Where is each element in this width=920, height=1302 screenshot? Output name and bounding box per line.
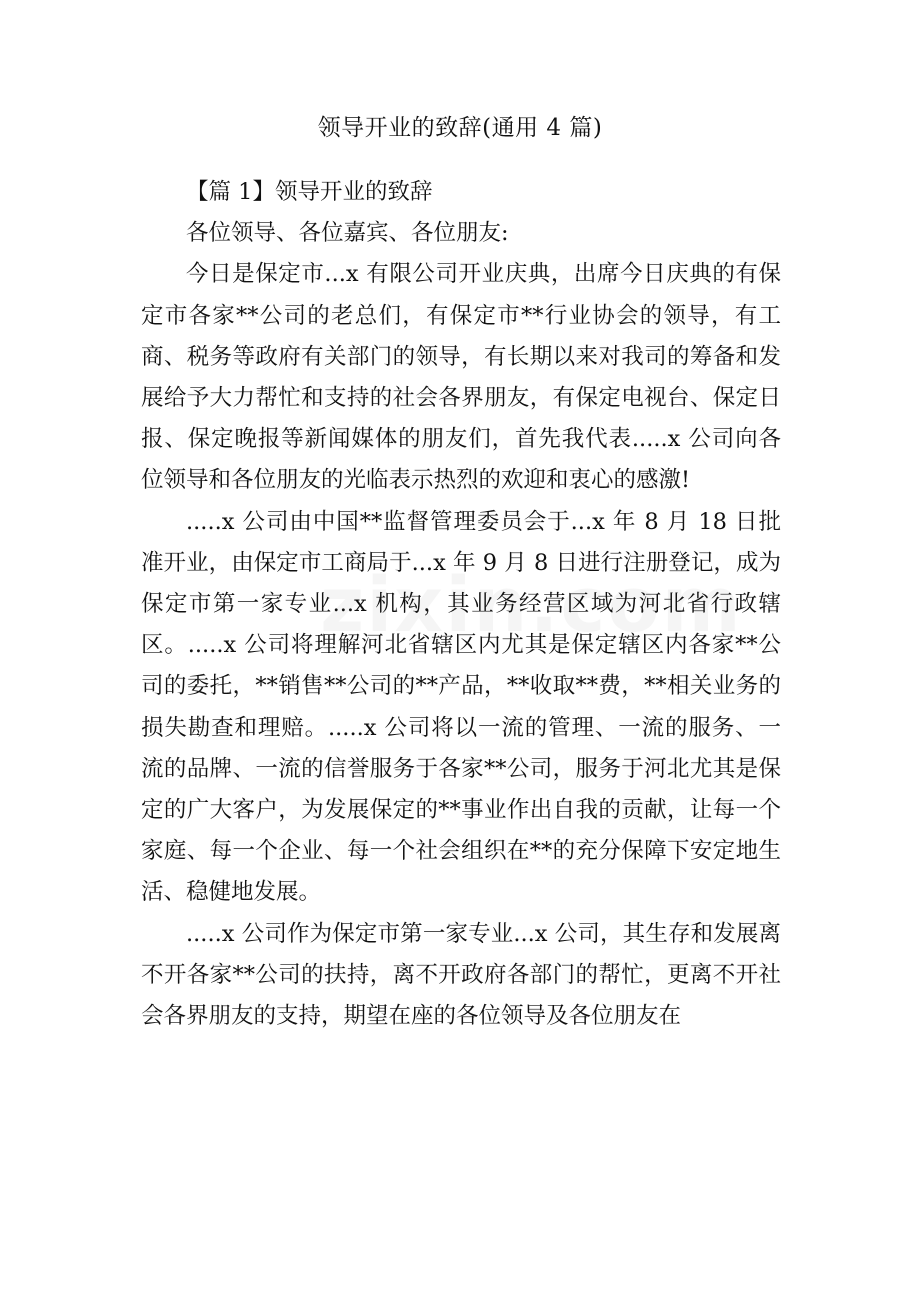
body-paragraph: 今日是保定市...x 有限公司开业庆典，出席今日庆典的有保定市各家**公司的老总们，有保定市**行业协会的领导，有工商、税务等政府有关部门的领导，有长期以来对我司的筹备和发展给予大力帮忙和支持的社会各界朋友，有保定电视台、保定日报、保定晚报等新闻媒体的朋友们，首先我代表.....x 公司向各位领导和各位朋友的光临表示热烈的欢迎和衷心的感激! xyxy=(141,261,781,494)
salutation: 各位领导、各位嘉宾、各位朋友: xyxy=(186,220,509,247)
body-paragraph: .....x 公司作为保定市第一家专业...x 公司，其生存和发展离不开各家**公司的扶持，离不开政府各部门的帮忙，更离不开社会各界朋友的支持，期望在座的各位领导及各位朋友在 xyxy=(141,920,781,1030)
document-body xyxy=(141,172,781,1037)
body-paragraph: .....x 公司由中国**监督管理委员会于...x 年 8 月 18 日批准开业，由保定市工商局于...x 年 9 月 8 日进行注册登记，成为保定市第一家专业...x 机构，其业务经营区域为河北省行政辖区。.....x 公司将理解河北省辖区内尤其是保定辖区内各家**公司的委托，**销售**公司的**产品，**收取**费，**相关业务的损失勘查和理赔。.....x 公司将以一流的管理、一流的服务、一流的品牌、一流的信誉服务于各家**公司，服务于河北尤其是保定的广大客户，为发展保定的**事业作出自我的贡献，让每一个家庭、每一个企业、每一个社会组织在**的充分保障下安定地生活、稳健地发展。 xyxy=(141,508,781,906)
section-heading: 【篇 1】领导开业的致辞 xyxy=(186,179,433,205)
document-title: 领导开业的致辞(通用 4 篇) xyxy=(317,115,603,141)
